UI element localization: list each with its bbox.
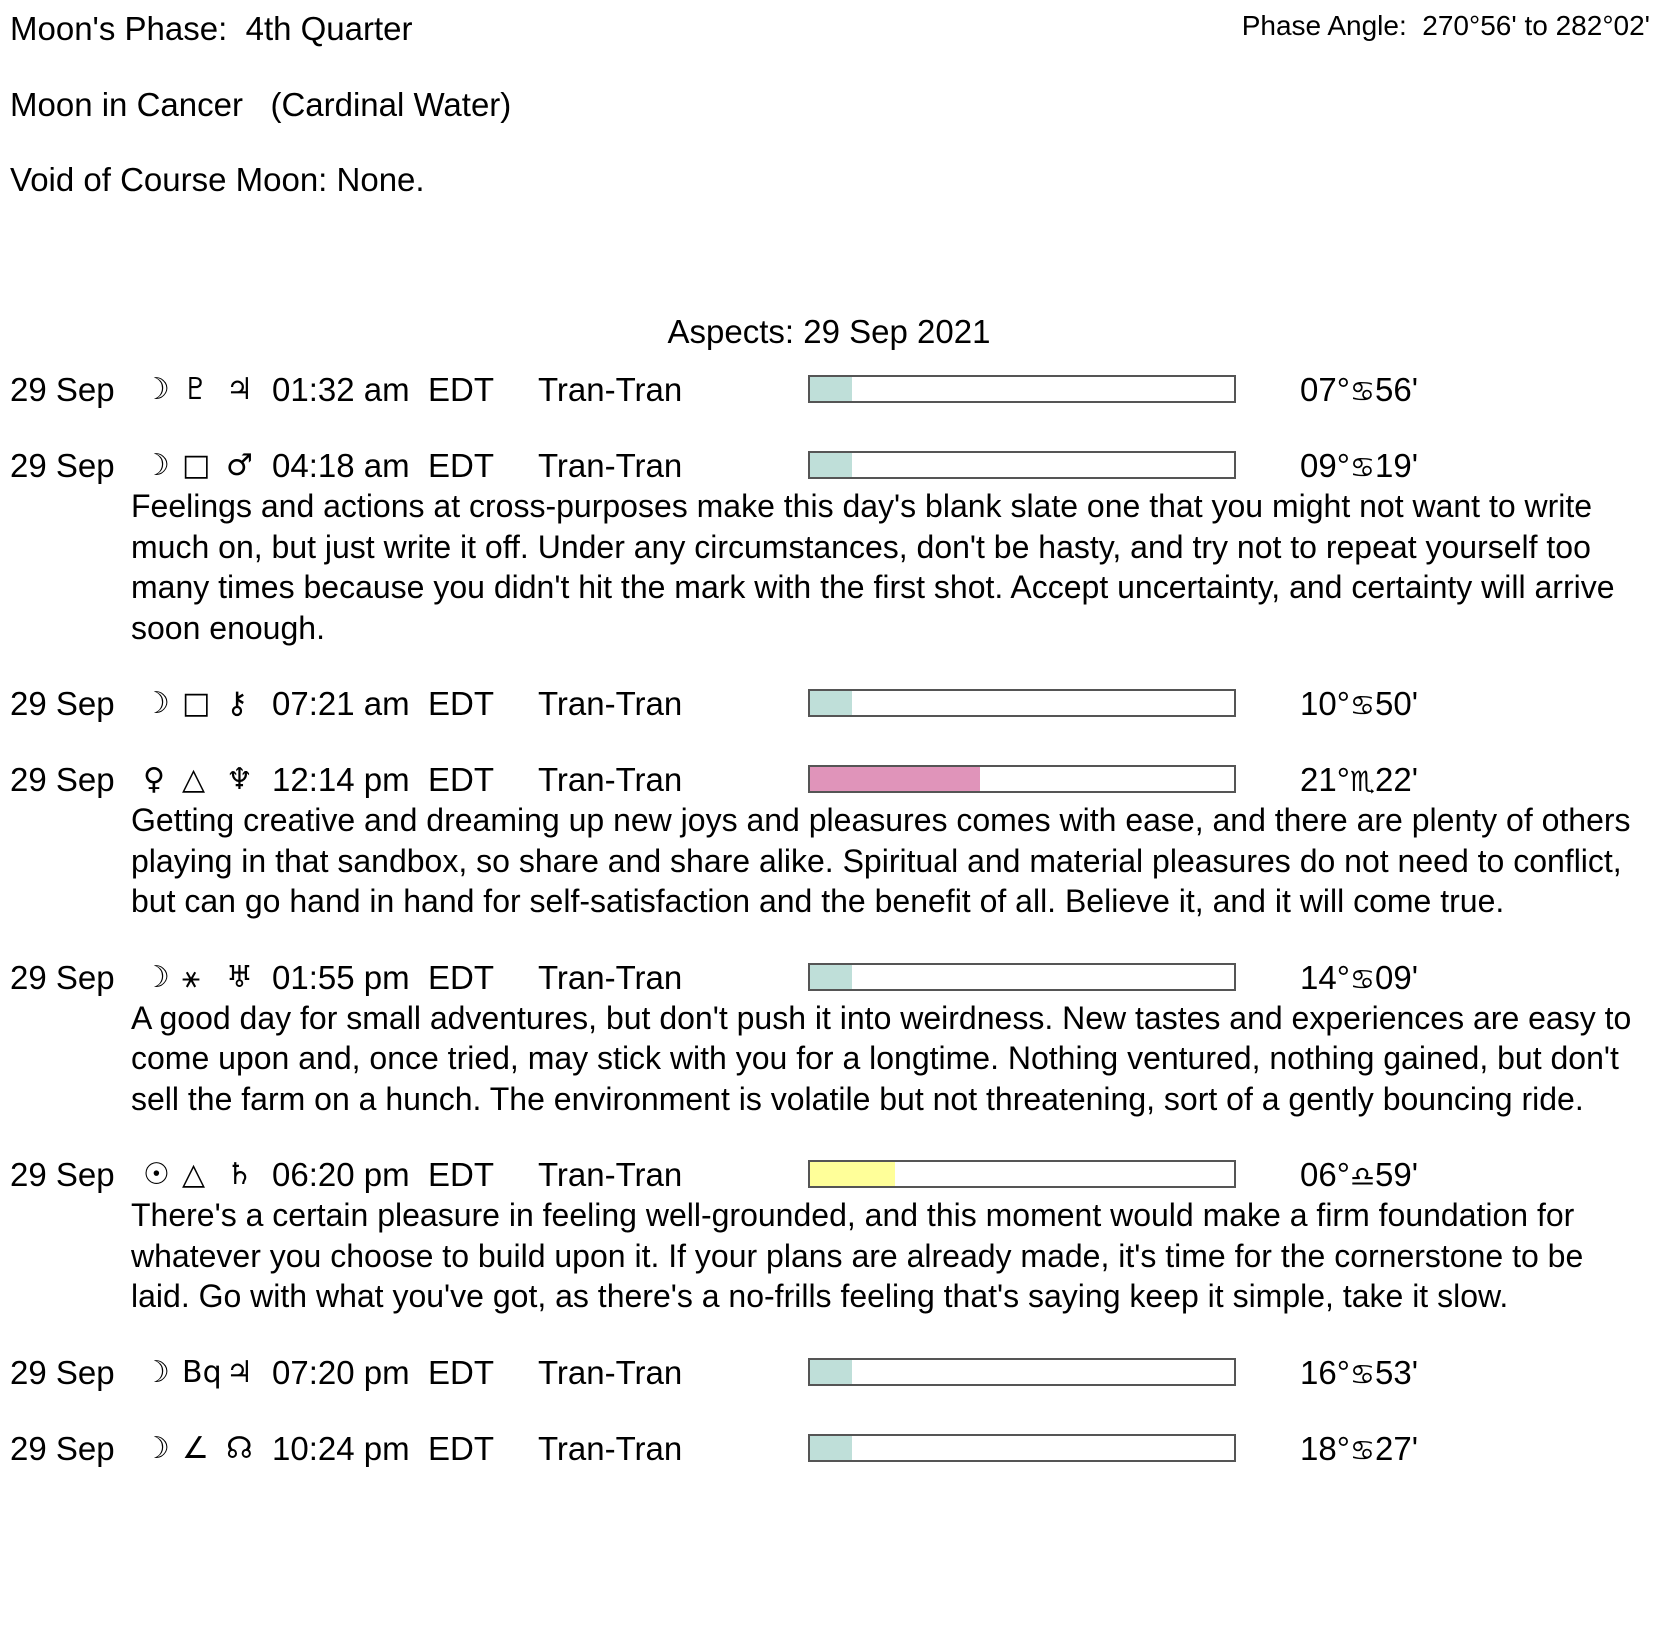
planet1-glyph-icon: ☽: [143, 1354, 170, 1390]
moon-phase: Moon's Phase: 4th Quarter: [10, 10, 413, 47]
strength-bar: [808, 1160, 1236, 1188]
strength-bar-fill: [810, 1162, 895, 1186]
aspect-timezone: EDT: [428, 761, 494, 798]
aspect-row: [0, 760, 1658, 800]
planet1-glyph-icon: ☉: [143, 1157, 170, 1192]
aspect-kind: Tran-Tran: [538, 761, 683, 798]
strength-bar: [808, 1434, 1236, 1462]
strength-bar: [808, 375, 1236, 403]
planet1-glyph-icon: ☽: [143, 686, 170, 721]
aspect-time: 01:32 am: [272, 371, 410, 408]
aspect-position: [1300, 370, 1418, 412]
aspect-date: 29 Sep: [10, 447, 115, 484]
position-degrees: 07°: [1300, 371, 1350, 408]
position-degrees: 18°: [1300, 1429, 1350, 1467]
position-minutes: 50': [1375, 685, 1419, 722]
position-degrees: 10°: [1300, 685, 1350, 722]
strength-bar-fill: [810, 1436, 852, 1460]
phase-angle: Phase Angle: 270°56' to 282°02': [1241, 10, 1650, 41]
position-minutes: 19': [1375, 447, 1419, 484]
aspect-timezone: EDT: [428, 371, 494, 408]
aspect-kind: Tran-Tran: [538, 447, 683, 484]
strength-bar-fill: [810, 767, 980, 791]
position-minutes: 22': [1375, 761, 1419, 798]
aspect-date: 29 Sep: [10, 761, 115, 798]
aspect-position: [1300, 1155, 1418, 1197]
aspect-row: [0, 1353, 1658, 1393]
position-degrees: 14°: [1300, 958, 1350, 996]
zodiac-sign-icon: ♋: [1349, 689, 1376, 722]
position-degrees: 16°: [1300, 1353, 1350, 1391]
aspect-description: A good day for small adventures, but don't push it into weirdness. New tastes and experiences are easy to come upon and, once tried, may stick with you for a longtime. Nothing ventured, nothing gained, but don't sell the farm on a hunch. The environment is volatile but not threatening, sort of a gently bouncing ride.: [131, 999, 1632, 1117]
aspect-row: [0, 684, 1658, 724]
strength-bar-fill: [810, 377, 852, 401]
aspect-date: 29 Sep: [10, 958, 115, 996]
strength-bar: [808, 689, 1236, 717]
aspect-entry: [0, 1353, 1658, 1393]
aspect-date: 29 Sep: [10, 1156, 115, 1193]
aspect-timezone: EDT: [428, 1353, 494, 1391]
aspect-position: [1300, 1429, 1418, 1471]
planet2-glyph-icon: ♆: [226, 762, 253, 797]
strength-bar: [808, 765, 1236, 793]
position-minutes: 09': [1375, 958, 1419, 996]
position-minutes: 53': [1375, 1353, 1419, 1391]
planet1-glyph-icon: ☽: [143, 448, 170, 483]
aspect-position: [1300, 1353, 1418, 1395]
aspect-entry: [0, 446, 1658, 648]
aspect-kind: Tran-Tran: [538, 1429, 683, 1467]
aspect-entry: [0, 760, 1658, 922]
strength-bar-fill: [810, 1360, 852, 1384]
zodiac-sign-icon: ♋: [1349, 1433, 1376, 1467]
aspect-date: 29 Sep: [10, 1429, 115, 1467]
aspect-timezone: EDT: [428, 1429, 494, 1467]
zodiac-sign-icon: ♋: [1349, 451, 1376, 484]
aspect-timezone: EDT: [428, 447, 494, 484]
position-degrees: 09°: [1300, 447, 1350, 484]
aspect-entry: [0, 958, 1658, 1120]
position-minutes: 56': [1375, 371, 1419, 408]
aspect-row: [0, 1429, 1658, 1469]
aspect-position: [1300, 684, 1418, 726]
aspect-time: 04:18 am: [272, 447, 410, 484]
zodiac-sign-icon: ♋: [1349, 962, 1376, 996]
aspect-time: 07:21 am: [272, 685, 410, 722]
aspect-timezone: EDT: [428, 1156, 494, 1193]
zodiac-sign-icon: ♋: [1349, 375, 1376, 408]
strength-bar: [808, 963, 1236, 991]
planet2-glyph-icon: ♂: [226, 448, 253, 483]
zodiac-sign-icon: ♋: [1349, 1357, 1376, 1391]
aspect-time: 10:24 pm: [272, 1429, 410, 1467]
aspect-row: [0, 370, 1658, 410]
aspect-entry: [0, 1429, 1658, 1469]
aspect-entry: [0, 370, 1658, 410]
planet2-glyph-icon: ♄: [226, 1157, 253, 1192]
moon-sign: Moon in Cancer (Cardinal Water): [10, 86, 512, 123]
aspect-time: 06:20 pm: [272, 1156, 410, 1193]
strength-bar: [808, 1358, 1236, 1386]
aspect-kind: Tran-Tran: [538, 958, 683, 996]
planet2-glyph-icon: ♃: [226, 372, 253, 407]
aspect-position: [1300, 958, 1418, 1000]
aspect-kind: Tran-Tran: [538, 371, 683, 408]
position-minutes: 27': [1375, 1429, 1419, 1467]
planet1-glyph-icon: ☽: [143, 372, 170, 407]
aspect-description: There's a certain pleasure in feeling well-grounded, and this moment would make a firm foundation for whatever you choose to build upon it. If your plans are already made, it's time for the cornerstone to be laid. Go with what you've got, as there's a no-frills feeling that's saying keep it simple, take it slow.: [131, 1197, 1584, 1314]
aspect-time: 12:14 pm: [272, 761, 410, 798]
void-of-course: Void of Course Moon: None.: [10, 161, 425, 198]
planet2-glyph-icon: ☊: [226, 1430, 253, 1466]
aspect-row: [0, 446, 1658, 486]
aspect-kind: Tran-Tran: [538, 1156, 683, 1193]
planet1-glyph-icon: ☽: [143, 959, 170, 995]
aspect-description: Feelings and actions at cross-purposes make this day's blank slate one that you might not want to write much on, but just write it off. Under any circumstances, don't be hasty, and try not to repeat yourself too many times because you didn't hit the mark with the first shot. Accept uncertainty, and certainty will arrive soon enough.: [131, 488, 1615, 646]
aspect-date: 29 Sep: [10, 1353, 115, 1391]
aspect-glyph-icon: Bq: [182, 1354, 222, 1390]
aspect-row: [0, 958, 1658, 998]
planet1-glyph-icon: ☽: [143, 1430, 170, 1466]
aspect-timezone: EDT: [428, 958, 494, 996]
planet1-glyph-icon: ♀: [143, 762, 165, 797]
position-degrees: 06°: [1300, 1156, 1350, 1193]
aspect-time: 07:20 pm: [272, 1353, 410, 1391]
aspect-kind: Tran-Tran: [538, 685, 683, 722]
aspect-date: 29 Sep: [10, 685, 115, 722]
position-minutes: 59': [1375, 1156, 1419, 1193]
aspect-date: 29 Sep: [10, 371, 115, 408]
aspect-glyph-icon: ⚹: [182, 959, 200, 995]
planet2-glyph-icon: ⚷: [226, 686, 248, 721]
aspect-position: [1300, 760, 1418, 802]
aspects-title: Aspects: 29 Sep 2021: [667, 313, 991, 350]
aspect-glyph-icon: □: [182, 686, 211, 721]
aspect-entry: [0, 1155, 1658, 1317]
aspect-glyph-icon: ♇: [182, 372, 209, 407]
strength-bar-fill: [810, 965, 852, 989]
aspect-kind: Tran-Tran: [538, 1353, 683, 1391]
strength-bar: [808, 451, 1236, 479]
strength-bar-fill: [810, 691, 852, 715]
position-degrees: 21°: [1300, 761, 1350, 798]
aspect-glyph-icon: △: [182, 762, 206, 797]
aspect-time: 01:55 pm: [272, 958, 410, 996]
aspect-glyph-icon: ∠: [182, 1430, 209, 1466]
aspect-position: [1300, 446, 1418, 488]
aspect-timezone: EDT: [428, 685, 494, 722]
zodiac-sign-icon: ♏: [1349, 765, 1376, 798]
aspect-description: Getting creative and dreaming up new joys and pleasures comes with ease, and there are plenty of others playing in that sandbox, so share and share alike. Spiritual and material pleasures do not need to conflict, but can go hand in hand for self-satisfaction and the benefit of all. Believe it, and it will come true.: [131, 802, 1631, 919]
aspect-glyph-icon: △: [182, 1157, 206, 1192]
aspect-row: [0, 1155, 1658, 1195]
planet2-glyph-icon: ♅: [226, 959, 253, 995]
aspect-glyph-icon: □: [182, 448, 211, 483]
strength-bar-fill: [810, 453, 852, 477]
aspect-entry: [0, 684, 1658, 724]
planet2-glyph-icon: ♃: [226, 1354, 253, 1390]
aspects-list: [0, 370, 1658, 1505]
zodiac-sign-icon: ♎: [1349, 1160, 1376, 1193]
